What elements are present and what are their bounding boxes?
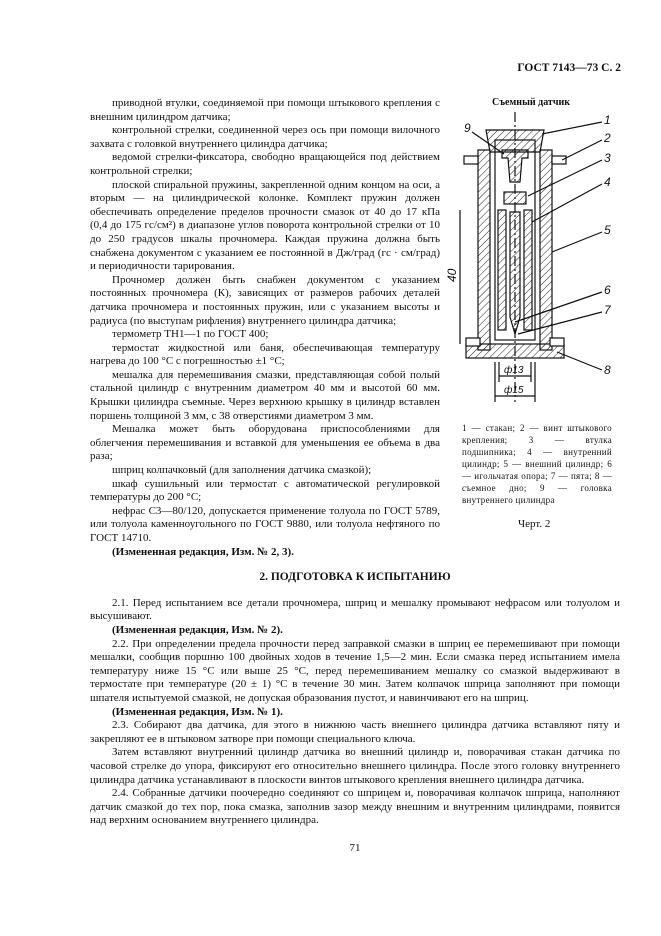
- figure-title: Съемный датчик: [492, 97, 571, 108]
- paragraph: термостат жидкостной или баня, обеспечивающая температуру нагрева до 100 °С с погрешностью ±1 °С;: [90, 341, 440, 368]
- main-text-flow: [90, 97, 620, 854]
- part-label-1: 1: [604, 113, 611, 127]
- amendment-note: (Измененная редакция, Изм. № 1).: [112, 705, 283, 718]
- paragraph: термометр ТН1—1 по ГОСТ 400;: [112, 328, 269, 341]
- paragraph: 2.1. Перед испытанием все детали прочномера, шприц и мешалку промывают нефрасом или толуолом и высушивают.: [90, 596, 620, 623]
- part-label-4: 4: [604, 175, 611, 189]
- figure-caption: Черт. 2: [518, 518, 551, 530]
- part-label-3: 3: [604, 151, 611, 165]
- amendment-note: (Измененная редакция, Изм. № 2, 3).: [112, 545, 294, 558]
- figure-legend: 1 — стакан; 2 — винт штыкового крепления; 3 — втулка подшипника; 4 — внутренний цилиндр; 5 — внешний цилиндр; 6 — игольчатая опора; 7 — пята; 8 — съемное дно; 9 — головка внутреннего цилиндра: [462, 423, 612, 505]
- paragraph: 2.3. Собирают два датчика, для этого в нижнюю часть внешнего цилиндра датчика вставляют пяту и закрепляют ее в штыковом затворе при помощи специального ключа.: [90, 719, 620, 745]
- paragraph: ведомой стрелки-фиксатора, свободно вращающейся под действием контрольной стрелки;: [90, 151, 440, 177]
- part-label-2: 2: [604, 131, 611, 145]
- paragraph: Прочномер должен быть снабжен документом с указанием постоянных прочномера (К), зависящих от размеров рабочих деталей датчика прочномера и постоянных пружин, или с указанием высоты и радиуса (по выступам рифления) внутреннего цилиндра датчика;: [90, 273, 440, 327]
- part-label-9: 9: [464, 121, 471, 135]
- paragraph: мешалка для перемешивания смазки, представляющая собой полый стальной цилиндр с внутренним диаметром 40 мм и высотой 60 мм. Крышки цилиндра съемные. Через верхнюю крышку в цилиндр вставлен поршень толщиной 3 мм, с 38 отверстиями диаметром 3 мм.: [90, 368, 440, 422]
- paragraph: контрольной стрелки, соединенной через ось при помощи вилочного захвата с головкой внутреннего цилиндра датчика;: [90, 124, 440, 150]
- part-label-8: 8: [604, 363, 611, 377]
- dimension-d13: ф13: [504, 365, 524, 376]
- paragraph: 2.4. Собранные датчики поочередно соединяют со шприцем и, поворачивая колпачок шприца, наполняют датчик смазкой до тех пор, пока смазка, заполнив зазор между внешним и внутренним цилиндрами, появится над верхним основанием внутреннего цилиндра.: [90, 787, 620, 827]
- paragraph: Мешалка может быть оборудована приспособлениями для облегчения перемешивания и вставкой для уменьшения ее объема в два раза;: [90, 423, 440, 463]
- left-column-text: [90, 97, 440, 559]
- part-label-5: 5: [604, 223, 611, 237]
- amendment-note: (Измененная редакция, Изм. № 2).: [112, 623, 283, 636]
- dimension-d15: ф15: [504, 385, 524, 396]
- paragraph: нефрас С3—80/120, допускается применение толуола по ГОСТ 5789, или толуола каменноугольного по ГОСТ 9880, или толуола нефтяного по ГОСТ 14710.: [90, 504, 440, 544]
- page-header: ГОСТ 7143—73 С. 2: [517, 62, 621, 74]
- part-label-7: 7: [604, 303, 611, 317]
- paragraph: приводной втулки, соединяемой при помощи штыкового крепления с внешним цилиндром датчика;: [90, 97, 440, 123]
- dimension-40: 40: [445, 268, 459, 282]
- paragraph: плоской спиральной пружины, закрепленной одним концом на оси, а вторым — на цилиндрической колонке. Комплект пружин должен обеспечивать определение пределов прочности смазок от 40 до 17 кПа (0,4 до 175 гс/см²) в диапазоне углов поворота контрольной стрелки от 10 до 250 градусов шкалы прочномера. Каждая пружина должна быть снабжена документом с указанием ее постоянной в Дж/град (гс · см/град) и периодичности тарирования.: [90, 178, 440, 273]
- page-number: 71: [349, 841, 361, 854]
- section-2: [90, 571, 620, 828]
- part-label-6: 6: [604, 283, 611, 297]
- paragraph: шприц колпачковый (для заполнения датчика смазкой);: [112, 464, 372, 477]
- paragraph: 2.2. При определении предела прочности перед заправкой смазки в шприц ее перемешивают при помощи мешалки, сообщив поршню 100 двойных ходов в течение 1,5—2 мин. Если смазка перед испытанием имела температуру ниже 15 °С или выше 25 °С, перед перемешиванием мешалку со смазкой выдерживают в термостате при температуре (20 ± 1) °С в течение 30 мин. Затем колпачок шприца заполняют при помощи шпателя испытуемой смазкой, не допуская образования пустот, и навинчивают его на шприц.: [90, 637, 620, 704]
- paragraph: Затем вставляют внутренний цилиндр датчика во внешний цилиндр и, поворачивая стакан датчика по часовой стрелке до упора, фиксируют его относительно внешнего цилиндра. После этого головку внутреннего цилиндра датчика устанавливают в плоскости винтов штыкового крепления внешнего цилиндра датчика.: [90, 746, 620, 786]
- section-title: 2. ПОДГОТОВКА К ИСПЫТАНИЮ: [259, 571, 451, 584]
- paragraph: шкаф сушильный или термостат с автоматической регулировкой температуры до 200 °С;: [90, 477, 440, 504]
